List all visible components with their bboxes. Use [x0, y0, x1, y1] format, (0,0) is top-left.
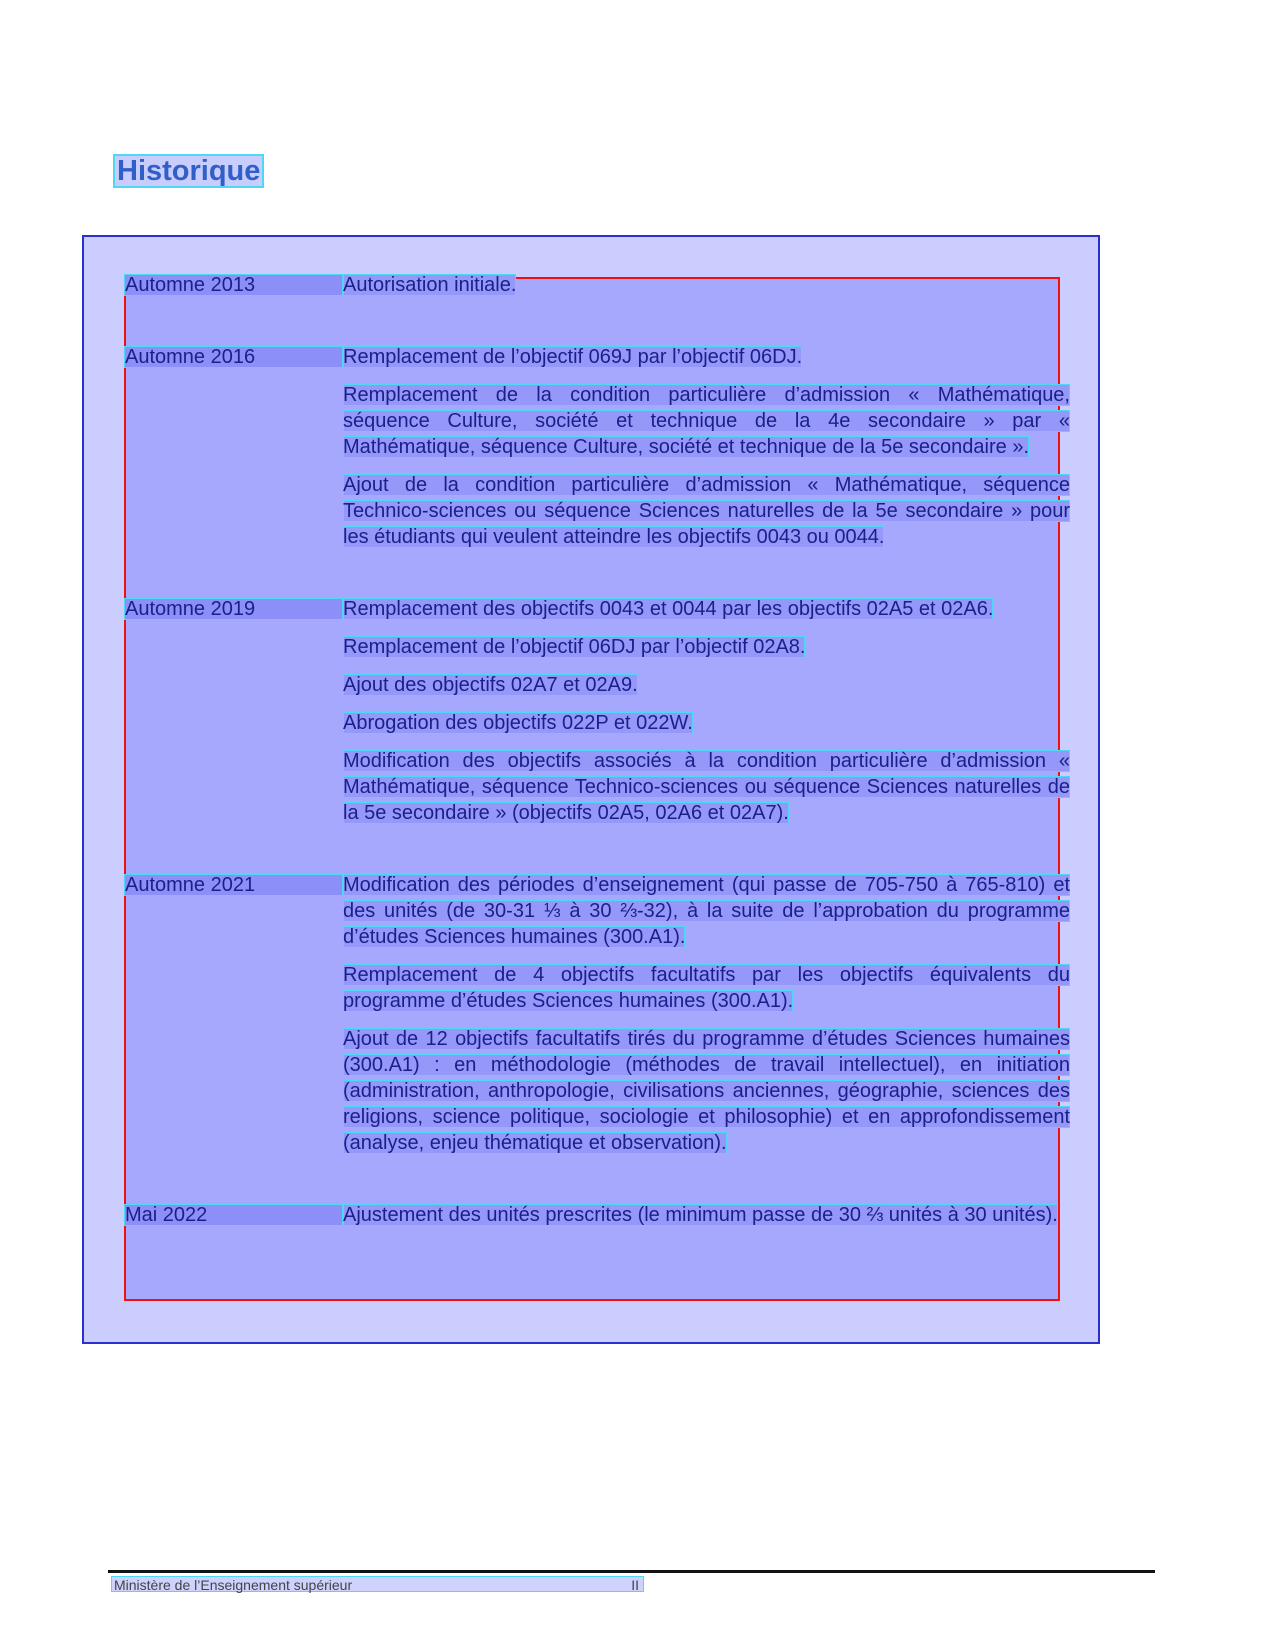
entry-note: Remplacement de l’objectif 06DJ par l’objectif 02A8. [343, 636, 806, 658]
history-entry [124, 872, 1070, 1156]
entry-date: Automne 2021 [124, 874, 343, 896]
history-entry [124, 1202, 1070, 1228]
page-title: Historique [113, 154, 264, 188]
entry-note: Remplacement des objectifs 0043 et 0044 par les objectifs 02A5 et 02A6. [343, 598, 994, 620]
history-entry [124, 272, 1070, 298]
entry-date: Automne 2016 [124, 346, 343, 368]
footer-text: Ministère de l’Enseignement supérieur [114, 1577, 353, 1593]
entry-note: Modification des objectifs associés à la condition particulière d’admission « Mathématique, séquence Technico-sciences ou séquence Sciences naturelles de la 5e secondaire » (objectifs 02A5, 02A6 et 02A7). [343, 750, 1070, 824]
entry-note: Remplacement de l’objectif 069J par l’objectif 06DJ. [343, 346, 803, 368]
entry-note: Remplacement de la condition particulière d’admission « Mathématique, séquence Culture, société et technique de la 4e secondaire » par « Mathématique, séquence Culture, société et technique de la 5e secondaire ». [343, 384, 1070, 458]
entry-date: Automne 2019 [124, 598, 343, 620]
page-footer [111, 1576, 644, 1592]
entry-note: Ajout des objectifs 02A7 et 02A9. [343, 674, 638, 696]
history-entry [124, 596, 1070, 826]
entry-note: Remplacement de 4 objectifs facultatifs par les objectifs équivalents du programme d’études Sciences humaines (300.A1). [343, 964, 1070, 1012]
entry-note: Ajustement des unités prescrites (le minimum passe de 30 ⅔ unités à 30 unités). [343, 1204, 1058, 1226]
footer-divider [108, 1570, 1155, 1573]
entry-note: Ajout de la condition particulière d’admission « Mathématique, séquence Technico-sciences ou séquence Sciences naturelles de la 5e secondaire » pour les étudiants qui veulent atteindre les objectifs 0043 ou 0044. [343, 474, 1070, 548]
entry-date: Automne 2013 [124, 274, 343, 296]
page-number: II [631, 1577, 639, 1593]
entry-note: Abrogation des objectifs 022P et 022W. [343, 712, 693, 734]
history-table [124, 272, 1070, 1228]
entry-note: Ajout de 12 objectifs facultatifs tirés du programme d’études Sciences humaines (300.A1) : en méthodologie (méthodes de travail intellectuel), en initiation (administration, anthropologie, civilisations anciennes, géographie, sciences des religions, science politique, sociologie et philosophie) et en approfondissement (analyse, enjeu thématique et observation). [343, 1028, 1070, 1154]
entry-note: Autorisation initiale. [343, 274, 517, 296]
entry-note: Modification des périodes d’enseignement (qui passe de 705-750 à 765-810) et des unités (de 30-31 ⅓ à 30 ⅔-32), à la suite de l’approbation du programme d’études Sciences humaines (300.A1). [343, 874, 1070, 948]
history-entry [124, 344, 1070, 550]
entry-date: Mai 2022 [124, 1204, 343, 1226]
